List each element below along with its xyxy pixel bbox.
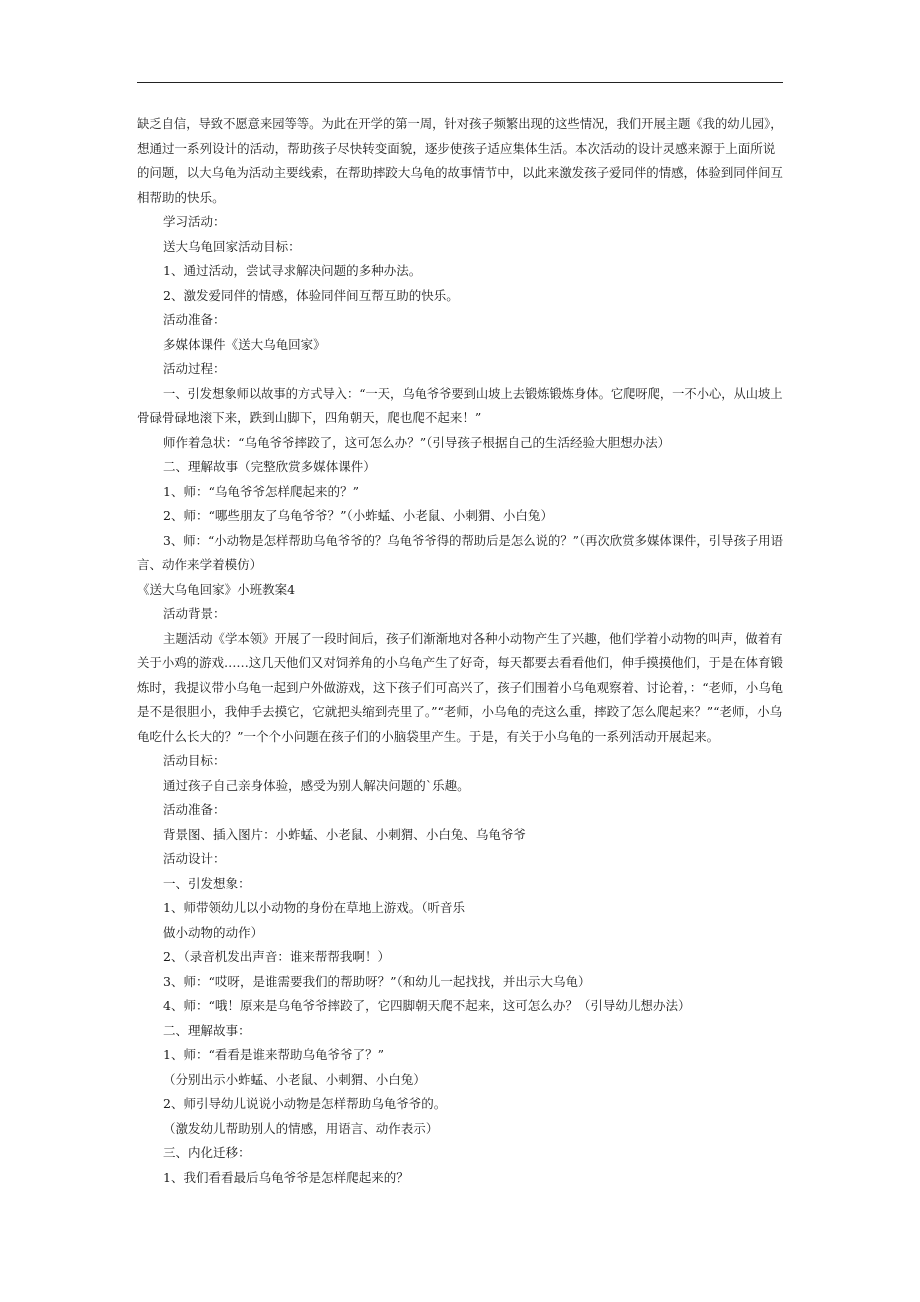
text-line: 活动背景：	[163, 606, 226, 621]
text-line: 活动准备：	[163, 312, 226, 327]
text-line: 通过孩子自己亲身体验，感受为别人解决问题的`乐趣。	[163, 777, 470, 793]
text-line: 多媒体课件《送大乌龟回家》	[163, 336, 326, 352]
text-line: 2、师：“哪些朋友了乌龟爷爷？”（小蚱蜢、小老鼠、小刺猬、小白兔）	[163, 508, 553, 523]
text-line: 2、激发爱同伴的情感，体验同伴间互帮互助的快乐。	[163, 287, 459, 303]
document-body	[137, 112, 787, 1190]
text-line: 三、内化迁移：	[163, 1145, 251, 1160]
text-line: 想通过一系列设计的活动，帮助孩子尽快转变面貌，逐步使孩子适应集体生活。本次活动的设计灵感来源于上面所说	[137, 140, 776, 156]
text-line: 主题活动《学本领》开展了一段时间后，孩子们渐渐地对各种小动物产生了兴趣，他们学着小动物的叫声，做着有	[163, 630, 783, 646]
text-line: 《送大乌龟回家》小班教案4	[137, 581, 296, 597]
text-line: 2、（录音机发出声音：谁来帮帮我啊！）	[163, 949, 390, 964]
text-line: 龟吃什么长大的？”一个个小问题在孩子们的小脑袋里产生。于是，有关于小乌龟的一系列活动开展起来。	[137, 728, 720, 744]
text-line: 相帮助的快乐。	[137, 189, 225, 205]
text-line: 关于小鸡的游戏……这几天他们又对饲养角的小乌龟产生了好奇，每天都要去看看他们，伸手摸摸他们，于是在体育锻	[137, 655, 783, 670]
text-line: 活动目标：	[163, 753, 226, 768]
text-line: 学习活动：	[163, 214, 226, 229]
text-line: 炼时，我提议带小乌龟一起到户外做游戏，这下孩子们可高兴了，孩子们围着小乌龟观察着、讨论着，：“老师，小乌龟	[137, 679, 784, 695]
text-line: 1、通过活动，尝试寻求解决问题的多种办法。	[163, 263, 422, 278]
text-line: 二、理解故事（完整欣赏多媒体课件）	[163, 459, 376, 474]
text-line: 活动设计：	[163, 851, 226, 866]
text-line: 做小动物的动作）	[163, 924, 264, 940]
text-line: 3、师：“小动物是怎样帮助乌龟爷爷的？乌龟爷爷得的帮助后是怎么说的？”（再次欣赏多媒体课件，引导孩子用语	[163, 533, 783, 548]
text-line: 背景图、插入图片：小蚱蜢、小老鼠、小刺猬、小白兔、乌龟爷爷	[163, 826, 526, 842]
text-line: 骨碌骨碌地滚下来，跌到山脚下，四角朝天，爬也爬不起来！”	[137, 410, 482, 425]
text-line: 活动准备：	[163, 802, 226, 817]
text-line: 的问题，以大乌龟为活动主要线索，在帮助摔跤大乌龟的故事情节中，以此来激发孩子爱同伴的情感，体验到同伴间互	[137, 165, 783, 180]
text-line: 二、理解故事：	[163, 1022, 251, 1038]
text-line: （激发幼儿帮助别人的情感，用语言、动作表示）	[163, 1120, 439, 1136]
text-line: 活动过程：	[163, 361, 226, 376]
text-line: （分别出示小蚱蜢、小老鼠、小刺猬、小白兔）	[163, 1071, 426, 1087]
text-line: 3、师：“哎呀，是谁需要我们的帮助呀？”（和幼儿一起找找，并出示大乌龟）	[163, 973, 591, 989]
text-line: 4、师：“哦！原来是乌龟爷爷摔跤了，它四脚朝天爬不起来，这可怎么办？（引导幼儿想办法）	[163, 998, 691, 1013]
text-line: 送大乌龟回家活动目标：	[163, 238, 301, 254]
text-line: 1、师：“乌龟爷爷怎样爬起来的？”	[163, 483, 359, 499]
text-line: 师作着急状：“乌龟爷爷摔跤了，这可怎么办？”（引导孩子根据自己的生活经验大胆想办法）	[163, 434, 671, 450]
text-line: 言、动作来学着模仿）	[137, 557, 263, 572]
text-line: 缺乏自信，导致不愿意来园等等。为此在开学的第一周，针对孩子频繁出现的这些情况，我们开展主题《我的幼儿园》，	[137, 117, 783, 131]
text-line: 1、师：“看看是谁来帮助乌龟爷爷了？”	[163, 1047, 385, 1062]
text-line: 1、师带领幼儿以小动物的身份在草地上游戏。（听音乐	[163, 900, 466, 915]
text-line: 2、师引导幼儿说说小动物是怎样帮助乌龟爷爷的。	[163, 1096, 447, 1111]
text-line: 是不是很胆小，我伸手去摸它，它就把头缩到壳里了。”“老师，小乌龟的壳这么重，摔跤了怎么爬起来？”“老师，小乌	[137, 704, 783, 719]
text-line: 1、我们看看最后乌龟爷爷是怎样爬起来的？	[163, 1169, 409, 1185]
header-rule	[137, 82, 783, 83]
text-line: 一、引发想象师以故事的方式导入：“一天，乌龟爷爷要到山坡上去锻炼锻炼身体。它爬呀爬，一不小心，从山坡上	[163, 386, 783, 401]
text-line: 一、引发想象：	[163, 875, 251, 891]
